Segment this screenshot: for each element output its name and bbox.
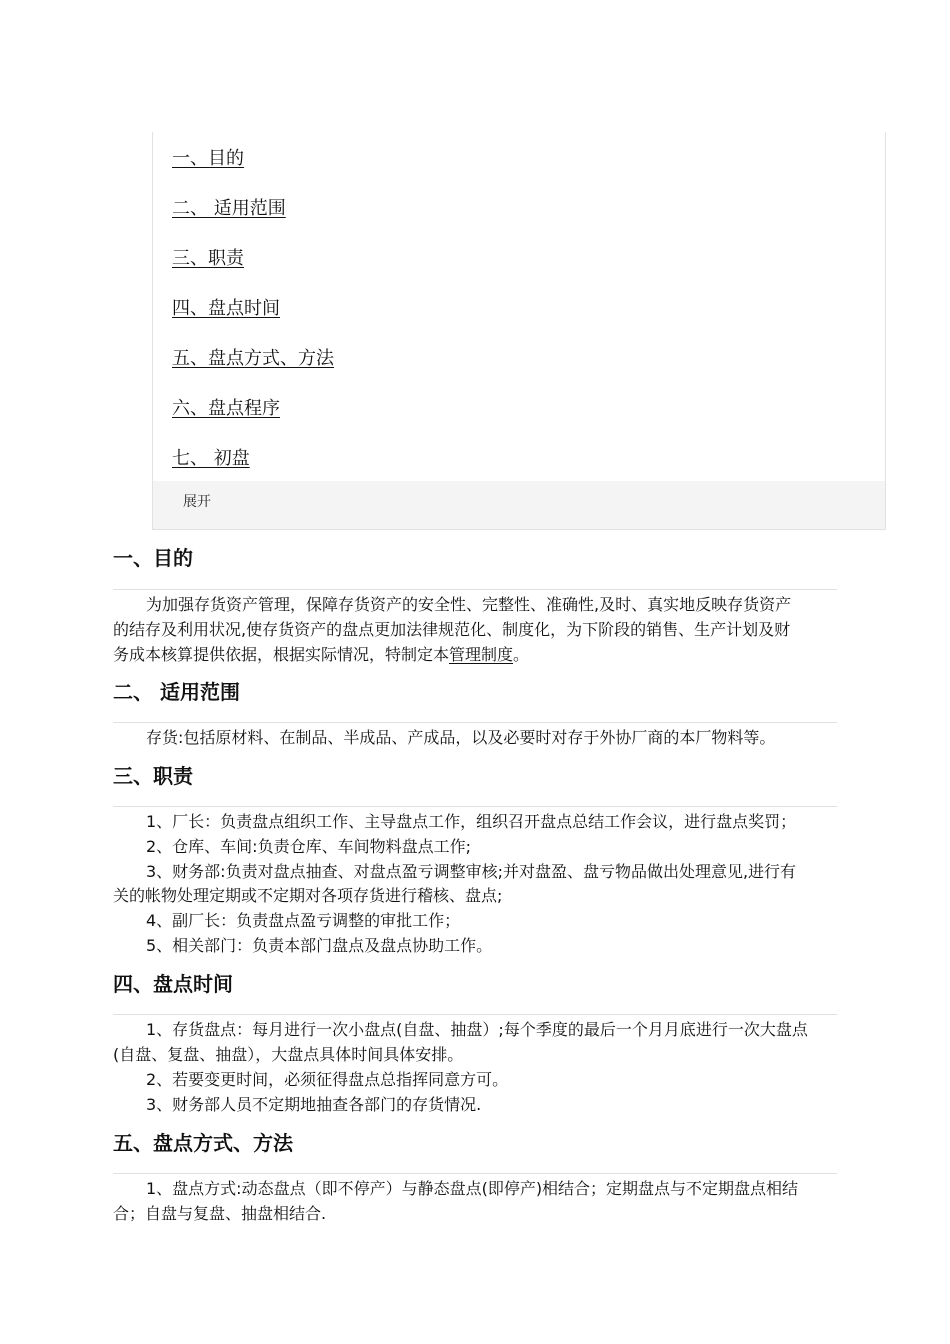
heading-time: 四、盘点时间 xyxy=(113,972,233,996)
paragraph-line: 存货:包括原材料、在制品、半成品、产成品，以及必要时对存于外协厂商的本厂物料等。 xyxy=(146,728,776,747)
toc-link-scope[interactable]: 二、 适用范围 xyxy=(172,198,286,219)
paragraph-end: 。 xyxy=(513,645,530,664)
paragraph-line: 关的帐物处理定期或不定期对各项存货进行稽核、盘点; xyxy=(113,886,503,905)
divider xyxy=(113,1173,837,1174)
toc-box xyxy=(152,132,886,530)
paragraph-line: 3、财务部:负责对盘点抽查、对盘点盈亏调整审核;并对盘盈、盘亏物品做出处理意见,进行有 xyxy=(146,862,797,881)
paragraph-line xyxy=(113,645,529,665)
paragraph-line: 的结存及利用状况,使存货资产的盘点更加法律规范化、制度化，为下阶段的销售、生产计划及财 xyxy=(113,620,791,639)
toc-link-initial-count[interactable]: 七、 初盘 xyxy=(172,448,250,469)
toc-link-method[interactable]: 五、盘点方式、方法 xyxy=(172,348,334,369)
heading-scope: 二、 适用范围 xyxy=(113,680,240,704)
heading-duties: 三、职责 xyxy=(113,764,193,788)
expand-bar[interactable] xyxy=(153,481,885,529)
paragraph-line: 2、若要变更时间，必须征得盘点总指挥同意方可。 xyxy=(146,1070,509,1089)
paragraph-line: 1、厂长：负责盘点组织工作、主导盘点工作，组织召开盘点总结工作会议，进行盘点奖罚； xyxy=(146,812,797,831)
divider xyxy=(113,1014,837,1015)
divider xyxy=(113,806,837,807)
toc-link-purpose[interactable]: 一、目的 xyxy=(172,148,244,169)
paragraph-line: 5、相关部门：负责本部门盘点及盘点协助工作。 xyxy=(146,936,493,955)
heading-purpose: 一、目的 xyxy=(113,546,193,570)
paragraph-line: 4、副厂长：负责盘点盈亏调整的审批工作； xyxy=(146,911,461,930)
divider xyxy=(113,722,837,723)
paragraph-line: 为加强存货资产管理，保障存货资产的安全性、完整性、准确性,及时、真实地反映存货资产 xyxy=(146,595,792,614)
paragraph-line: 1、存货盘点：每月进行一次小盘点(自盘、抽盘）;每个季度的最后一个月月底进行一次大盘点 xyxy=(146,1020,808,1039)
toc-link-duties[interactable]: 三、职责 xyxy=(172,248,244,269)
expand-button[interactable]: 展开 xyxy=(183,494,211,510)
paragraph-line: 3、财务部人员不定期地抽查各部门的存货情况. xyxy=(146,1095,482,1114)
paragraph-text: 务成本核算提供依据，根据实际情况，特制定本 xyxy=(113,645,450,664)
divider xyxy=(113,589,837,590)
paragraph-line: (自盘、复盘、抽盘），大盘点具体时间具体安排。 xyxy=(113,1045,464,1064)
management-system-link[interactable]: 管理制度 xyxy=(449,645,514,664)
paragraph-line: 合；自盘与复盘、抽盘相结合. xyxy=(113,1204,327,1223)
toc-link-procedure[interactable]: 六、盘点程序 xyxy=(172,398,280,419)
heading-method: 五、盘点方式、方法 xyxy=(113,1131,293,1155)
paragraph-line: 2、仓库、车间:负责仓库、车间物料盘点工作; xyxy=(146,837,471,856)
toc-link-time[interactable]: 四、盘点时间 xyxy=(172,298,280,319)
paragraph-line: 1、盘点方式:动态盘点（即不停产）与静态盘点(即停产)相结合；定期盘点与不定期盘点相结 xyxy=(146,1179,799,1198)
